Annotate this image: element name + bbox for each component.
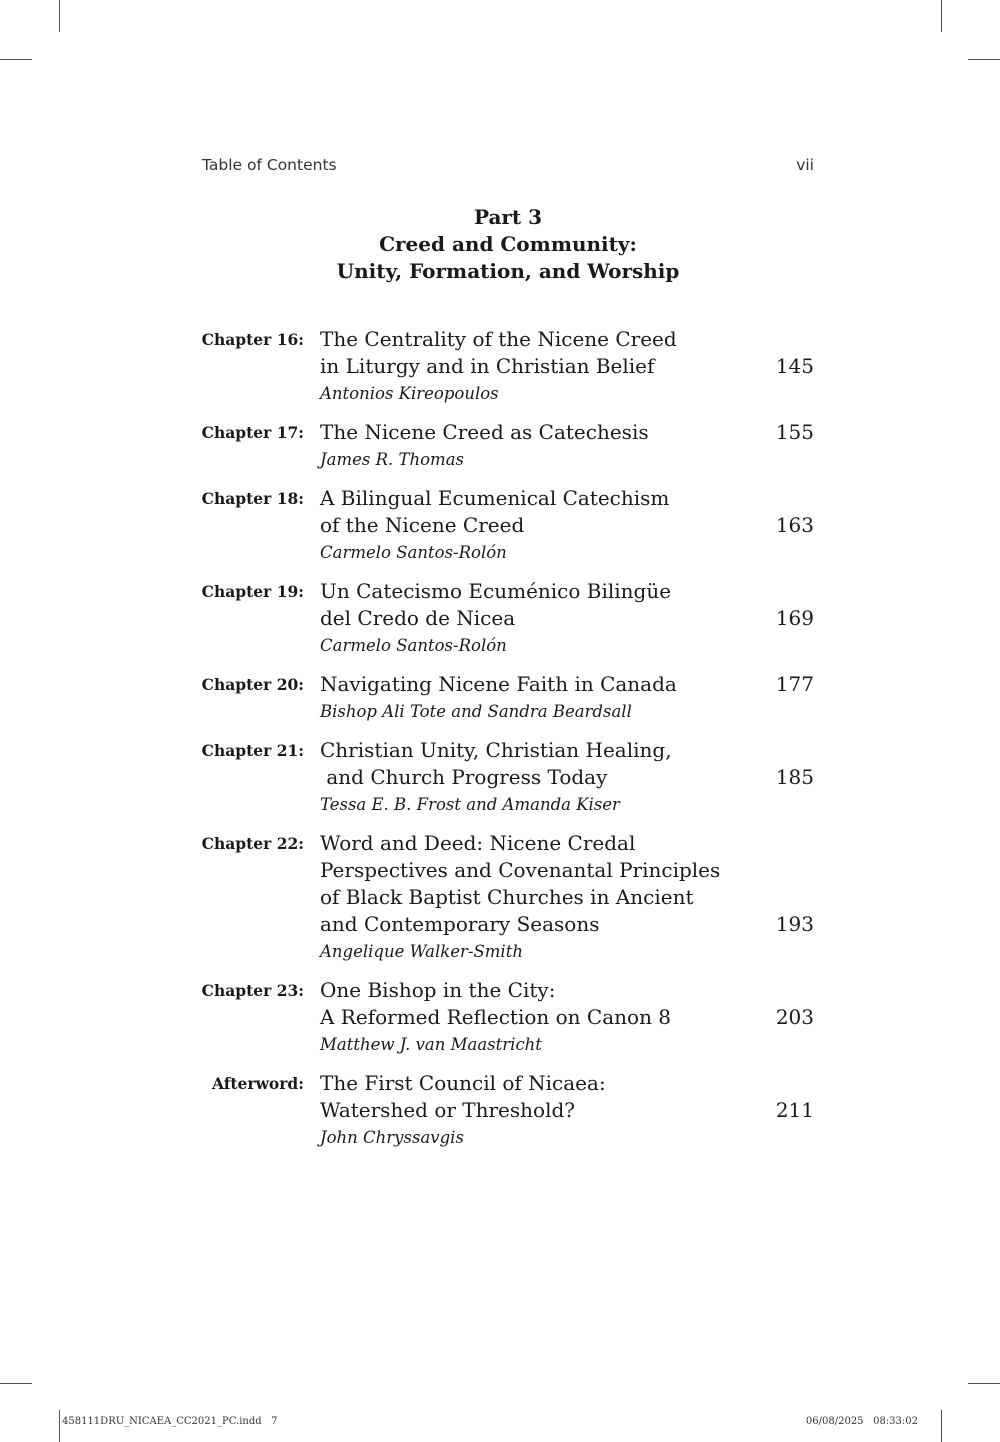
crop-mark (968, 1383, 1000, 1384)
chapter-author: Tessa E. B. Frost and Amanda Kiser (320, 795, 620, 814)
chapter-page-number: 193 (775, 912, 814, 936)
chapter-label: Chapter 23: (201, 981, 304, 1000)
chapter-label: Chapter 19: (201, 582, 304, 601)
toc-entry (0, 419, 1000, 473)
chapter-body (320, 737, 740, 818)
crop-mark (0, 59, 32, 60)
chapter-body (320, 485, 740, 566)
chapter-page-number: 211 (775, 1098, 814, 1122)
page-number: vii (796, 156, 814, 174)
chapter-page-number: 155 (775, 420, 814, 444)
part-title-line-2: Unity, Formation, and Worship (336, 259, 680, 283)
chapter-title-line: The Nicene Creed as Catechesis (320, 420, 649, 444)
chapter-title-line: in Liturgy and in Christian Belief (320, 354, 655, 378)
table-of-contents (0, 326, 1000, 1163)
chapter-page-number: 169 (775, 606, 814, 630)
chapter-page-number: 145 (775, 354, 814, 378)
chapter-title-line: A Bilingual Ecumenical Catechism (320, 486, 670, 510)
chapter-page-number: 163 (775, 513, 814, 537)
chapter-title-line: Watershed or Threshold? (320, 1098, 575, 1122)
chapter-title-line: of Black Baptist Churches in Ancient (320, 885, 694, 909)
toc-entry (0, 977, 1000, 1058)
toc-entry (0, 671, 1000, 725)
crop-mark (968, 59, 1000, 60)
slug-file: 458111DRU_NICAEA_CC2021_PC.indd 7 (62, 1416, 278, 1427)
chapter-author: Angelique Walker-Smith (320, 942, 523, 961)
crop-mark (941, 0, 942, 32)
chapter-body (320, 419, 740, 473)
chapter-title-line: and Church Progress Today (320, 765, 608, 789)
running-head-title: Table of Contents (202, 156, 337, 174)
chapter-title-line: del Credo de Nicea (320, 606, 516, 630)
chapter-title-line: Navigating Nicene Faith in Canada (320, 672, 677, 696)
chapter-label: Chapter 20: (201, 675, 304, 694)
chapter-title-line: One Bishop in the City: (320, 978, 556, 1002)
chapter-label: Chapter 22: (201, 834, 304, 853)
toc-entry (0, 326, 1000, 407)
chapter-page-number: 177 (775, 672, 814, 696)
chapter-label: Chapter 21: (201, 741, 304, 760)
toc-entry (0, 737, 1000, 818)
chapter-title-line: The First Council of Nicaea: (320, 1071, 606, 1095)
part-heading (200, 204, 816, 285)
part-title-line-1: Creed and Community: (379, 232, 637, 256)
chapter-body (320, 671, 740, 725)
chapter-title-line: of the Nicene Creed (320, 513, 525, 537)
toc-entry (0, 1070, 1000, 1151)
chapter-body (320, 830, 740, 965)
chapter-label: Afterword: (211, 1074, 304, 1093)
toc-entry (0, 830, 1000, 965)
chapter-body (320, 977, 740, 1058)
chapter-label: Chapter 16: (201, 330, 304, 349)
chapter-author: Carmelo Santos-Rolón (320, 543, 507, 562)
chapter-author: Matthew J. van Maastricht (320, 1035, 542, 1054)
toc-entry (0, 578, 1000, 659)
chapter-author: James R. Thomas (320, 450, 465, 469)
chapter-author: Carmelo Santos-Rolón (320, 636, 507, 655)
crop-mark (941, 1410, 942, 1442)
chapter-title-line: Perspectives and Covenantal Principles (320, 858, 721, 882)
chapter-title-line: and Contemporary Seasons (320, 912, 600, 936)
slug-timestamp: 06/08/2025 08:33:02 (805, 1416, 918, 1427)
chapter-label: Chapter 18: (201, 489, 304, 508)
part-number: Part 3 (473, 205, 543, 229)
chapter-title-line: Christian Unity, Christian Healing, (320, 738, 672, 762)
chapter-page-number: 185 (775, 765, 814, 789)
running-head (202, 156, 814, 180)
chapter-page-number: 203 (775, 1005, 814, 1029)
chapter-author: Bishop Ali Tote and Sandra Beardsall (320, 702, 632, 721)
chapter-author: John Chryssavgis (320, 1128, 464, 1147)
chapter-title-line: Un Catecismo Ecuménico Bilingüe (320, 579, 672, 603)
crop-mark (0, 1383, 32, 1384)
chapter-title-line: The Centrality of the Nicene Creed (320, 327, 677, 351)
chapter-title-line: Word and Deed: Nicene Credal (320, 831, 636, 855)
crop-mark (59, 0, 60, 32)
chapter-label: Chapter 17: (201, 423, 304, 442)
chapter-author: Antonios Kireopoulos (320, 384, 499, 403)
chapter-body (320, 578, 740, 659)
crop-mark (59, 1410, 60, 1442)
toc-entry (0, 485, 1000, 566)
chapter-title-line: A Reformed Reflection on Canon 8 (320, 1005, 672, 1029)
chapter-body (320, 1070, 740, 1151)
chapter-body (320, 326, 740, 407)
